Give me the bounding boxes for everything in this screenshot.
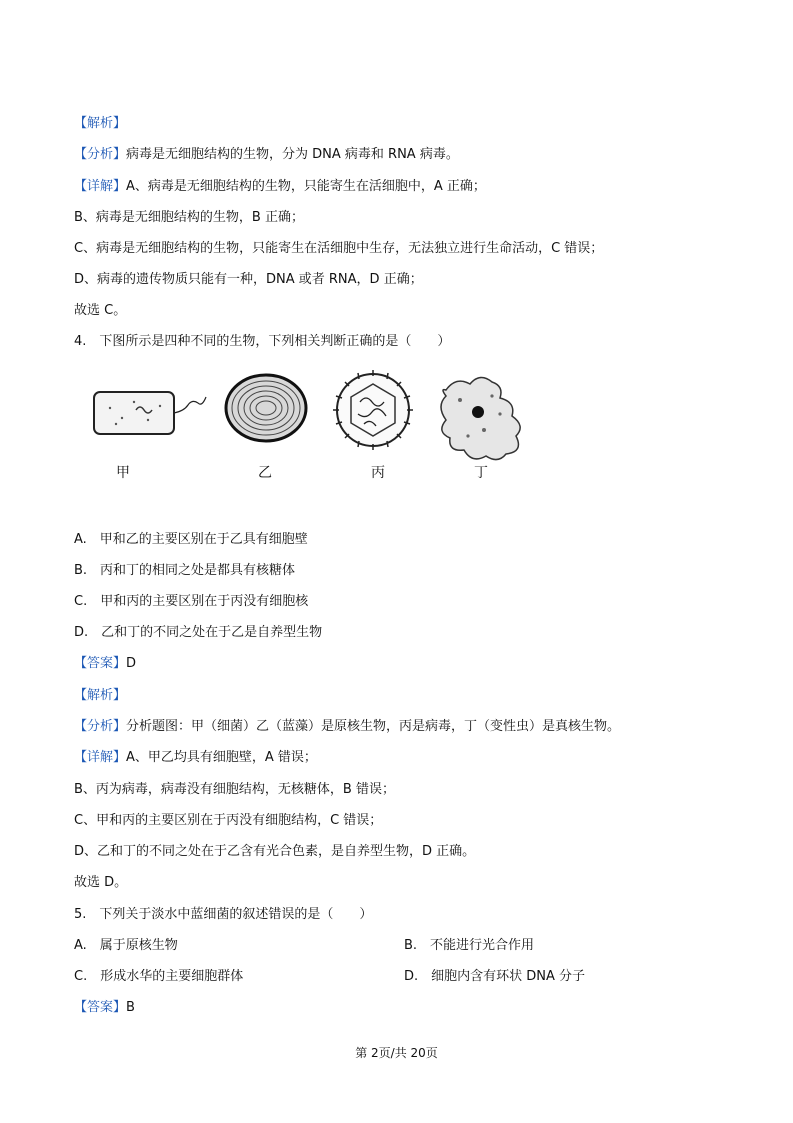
q5-option-b: B. 不能进行光合作用 [404, 938, 535, 953]
q4-option-d: D. 乙和丁的不同之处在于乙是自养型生物 [74, 625, 323, 640]
q5-option-a: A. 属于原核生物 [74, 938, 178, 953]
fenxi-tag: 【分析】 [74, 147, 127, 162]
amoeba-illustration [441, 377, 520, 459]
q4-stem: 4. 下图所示是四种不同的生物，下列相关判断正确的是（ ） [74, 334, 451, 349]
jiexi-heading-1: 【解析】 [74, 116, 127, 131]
page-footer: 第 2页/共 20页 [355, 1046, 438, 1060]
answer-value: D [126, 656, 137, 671]
explain-b-1: B、病毒是无细胞结构的生物，B 正确； [74, 210, 304, 225]
answer-tag: 【答案】 [74, 1000, 127, 1015]
explain-b-2: B、丙为病毒，病毒没有细胞结构，无核糖体，B 错误； [74, 782, 395, 797]
xiangjie-1 [74, 178, 486, 196]
explain-d-1: D、病毒的遗传物质只能有一种，DNA 或者 RNA，D 正确； [74, 272, 423, 287]
answer-value: B [126, 1000, 135, 1015]
xiangjie-tag: 【详解】 [74, 179, 127, 194]
xiangjie-2 [74, 749, 317, 767]
fenxi-text: 分析题图：甲（细菌）乙（蓝藻）是原核生物，丙是病毒，丁（变性虫）是真核生物。 [126, 719, 621, 734]
fenxi-tag: 【分析】 [74, 719, 127, 734]
xiangjie-text: A、甲乙均具有细胞壁，A 错误； [126, 750, 317, 765]
explain-c-2: C、甲和丙的主要区别在于丙没有细胞结构，C 错误； [74, 813, 383, 828]
q4-answer [74, 655, 136, 673]
xiangjie-text: A、病毒是无细胞结构的生物，只能寄生在活细胞中，A 正确； [126, 179, 486, 194]
cyanobacterium-illustration [226, 375, 306, 441]
q4-option-b: B. 丙和丁的相同之处是都具有核糖体 [74, 563, 296, 578]
fenxi-2 [74, 718, 620, 736]
organisms-figure [88, 370, 568, 490]
figure-label-ding: 丁 [474, 465, 488, 481]
figure-label-yi: 乙 [258, 465, 272, 481]
q5-option-c: C. 形成水华的主要细胞群体 [74, 969, 244, 984]
q5-stem: 5. 下列关于淡水中蓝细菌的叙述错误的是（ ） [74, 907, 373, 922]
conclusion-1: 故选 C。 [74, 303, 127, 318]
conclusion-2: 故选 D。 [74, 875, 128, 890]
fenxi-1 [74, 146, 459, 164]
explain-d-2: D、乙和丁的不同之处在于乙含有光合色素，是自养型生物，D 正确。 [74, 844, 476, 859]
bacterium-illustration [94, 392, 206, 434]
answer-tag: 【答案】 [74, 656, 127, 671]
q4-option-a: A. 甲和乙的主要区别在于乙具有细胞壁 [74, 532, 308, 547]
q5-answer [74, 999, 135, 1017]
fenxi-text: 病毒是无细胞结构的生物，分为 DNA 病毒和 RNA 病毒。 [126, 147, 459, 162]
figure-label-jia: 甲 [116, 465, 130, 481]
virus-illustration [333, 370, 413, 450]
xiangjie-tag: 【详解】 [74, 750, 127, 765]
q4-option-c: C. 甲和丙的主要区别在于丙没有细胞核 [74, 594, 309, 609]
jiexi-heading-2: 【解析】 [74, 688, 127, 703]
q5-option-d: D. 细胞内含有环状 DNA 分子 [404, 969, 586, 984]
figure-label-bing: 丙 [371, 465, 385, 481]
explain-c-1: C、病毒是无细胞结构的生物，只能寄生在活细胞中生存，无法独立进行生命活动，C 错误； [74, 241, 604, 256]
